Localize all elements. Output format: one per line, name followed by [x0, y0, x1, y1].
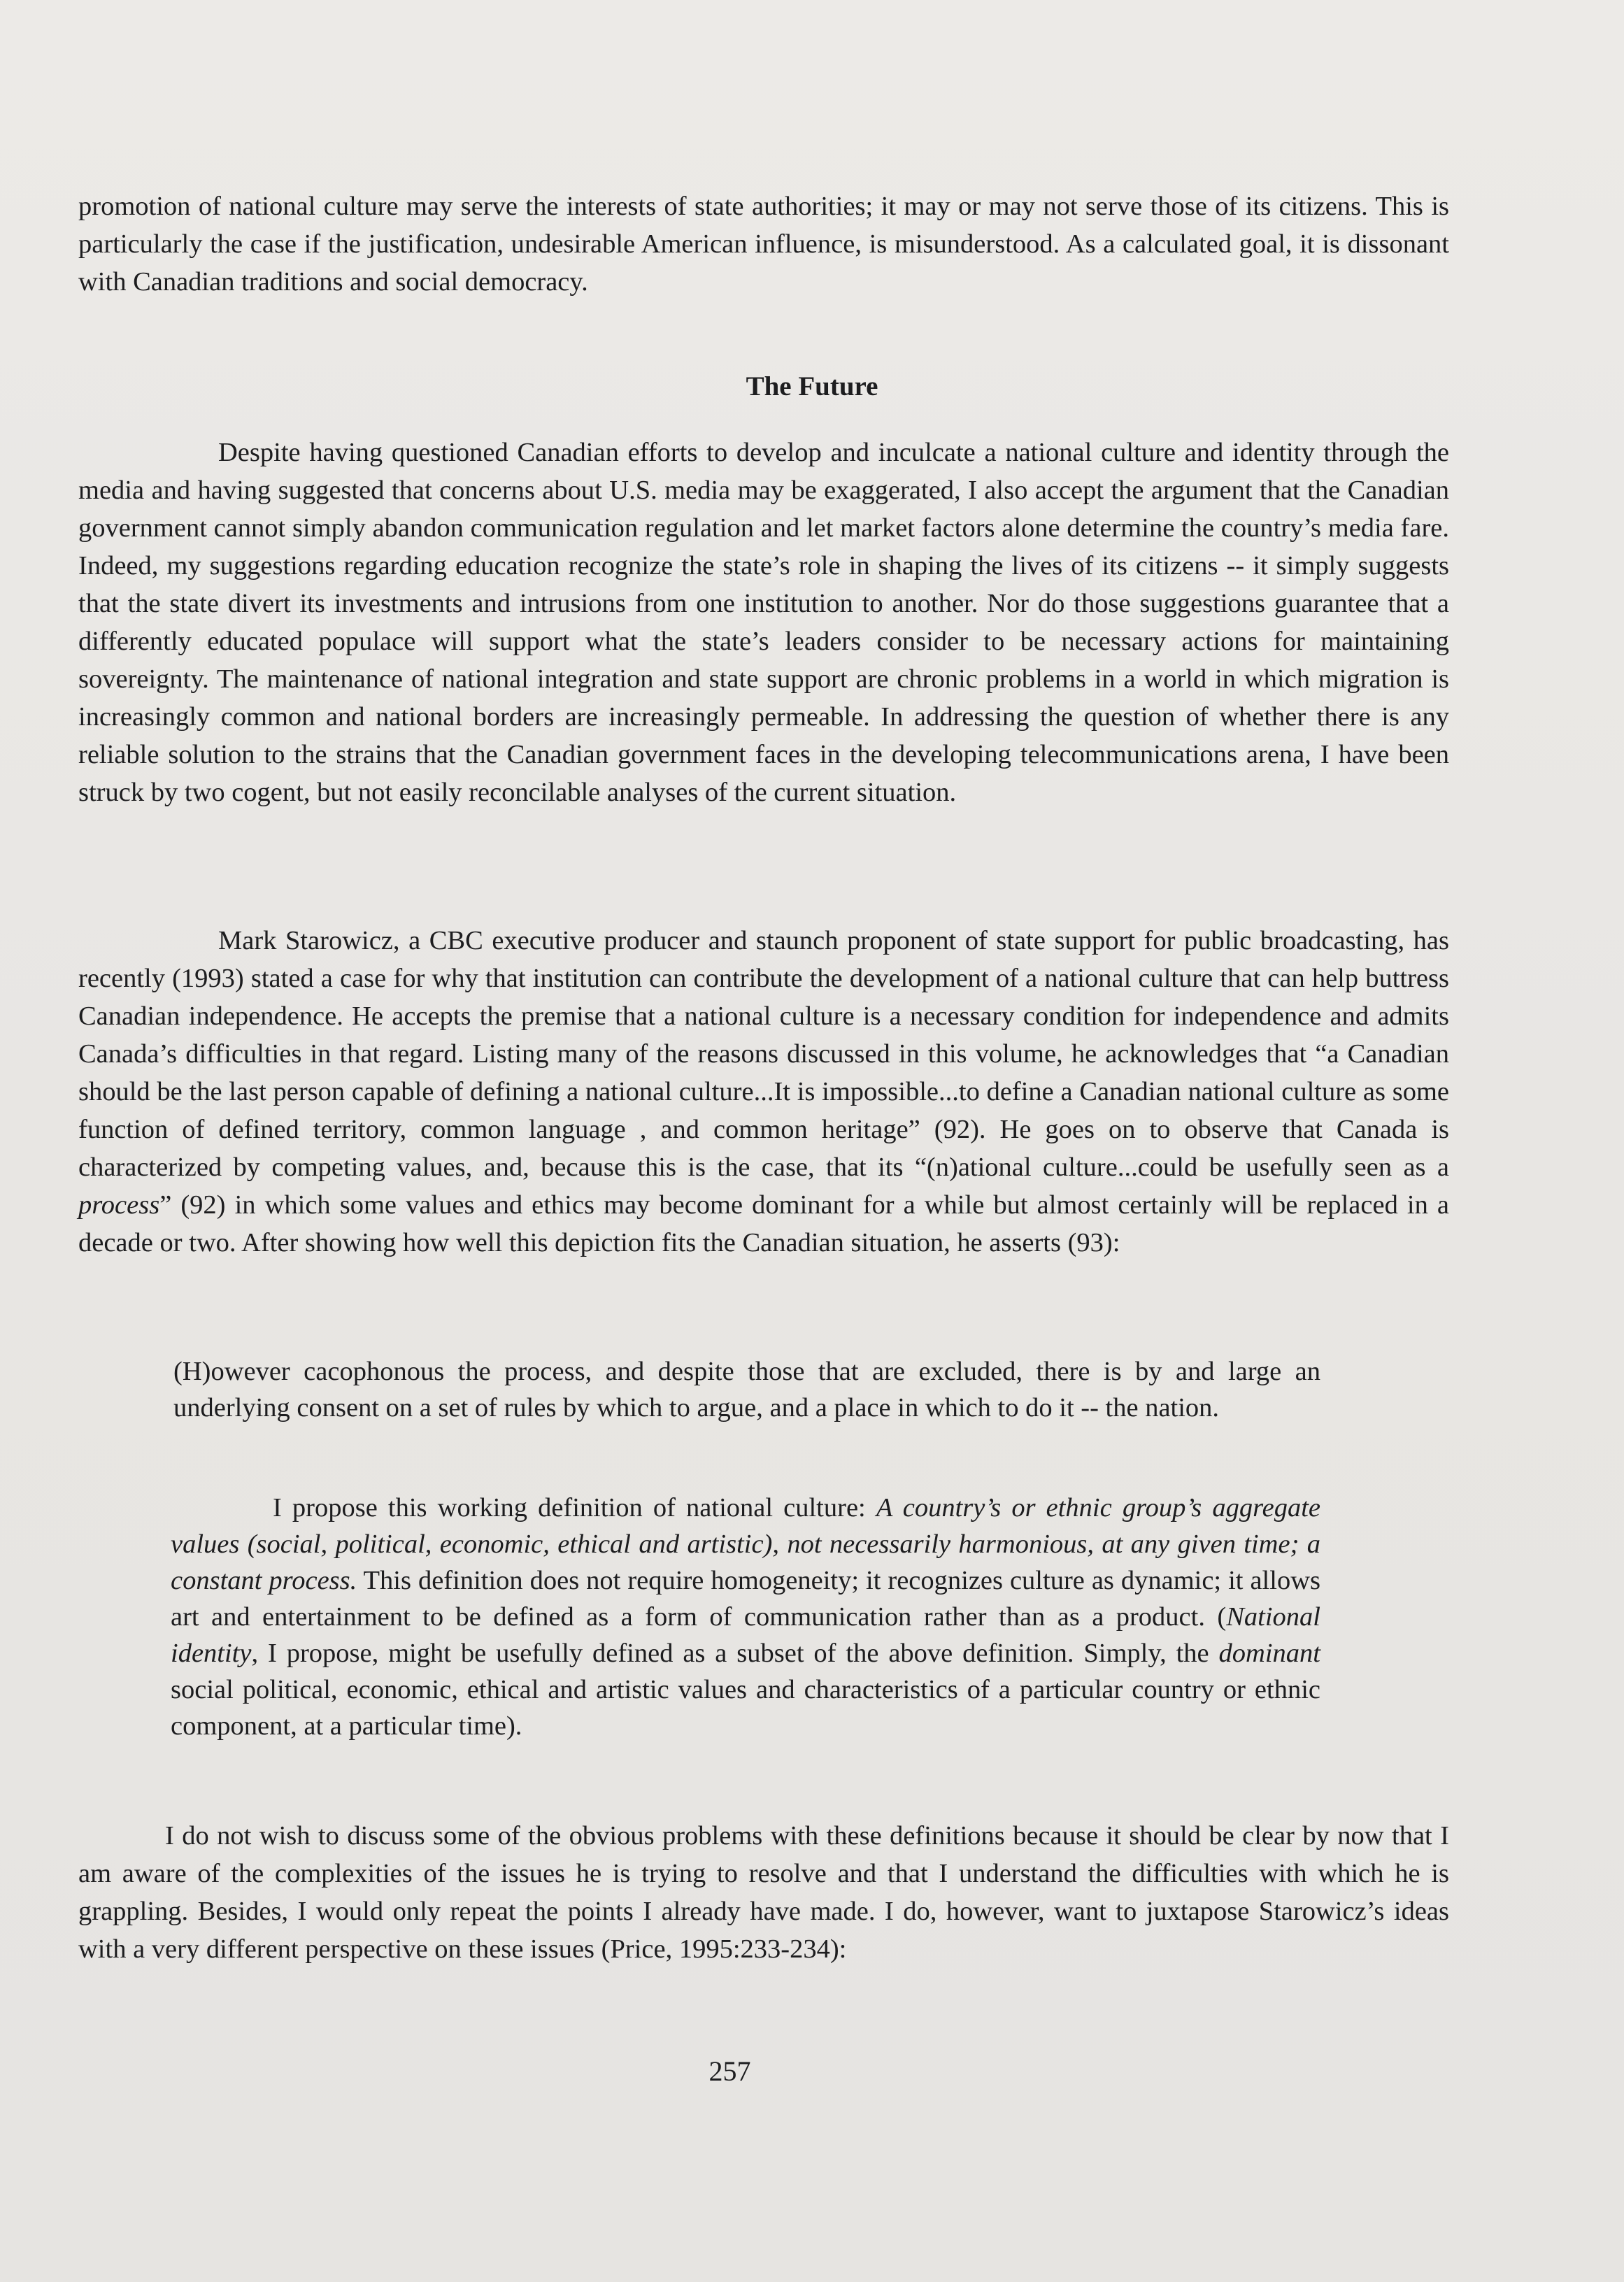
continuation-paragraph: promotion of national culture may serve the interests of state authorities; it may or may not serve those of its citizens. This is particularly the case if the justification, undesirable American influence, is misunderstood. As a calculated goal, it is dissonant with Canadian traditions and social democracy. [78, 192, 1449, 297]
emphasized-definition: A country’s or ethnic group’s aggregate values (social, political, economic, ethical and artistic), not necessarily harmonious, at any given time; a constant process. [171, 1493, 1320, 1595]
body-paragraph-despite: Despite having questioned Canadian efforts to develop and inculcate a national culture and identity through the media and having suggested that concerns about U.S. media may be exaggerated, I also accept the argument that the Canadian government cannot simply abandon communication regulation and let market factors alone determine the country’s media fare. Indeed, my suggestions regarding education recognize the state’s role in shaping the lives of its citizens -- it simply suggests that the state divert its investments and intrusions from one institution to another. Nor do those suggestions guarantee that a differently educated populace will support what the state’s leaders consider to be necessary actions for maintaining sovereignty. The maintenance of national integration and state support are chronic problems in a world in which migration is increasingly common and national borders are increasingly permeable. In addressing the question of whether there is any reliable solution to the strains that the Canadian government faces in the developing telecommunications arena, I have been struck by two cogent, but not easily reconcilable analyses of the current situation. [78, 438, 1449, 807]
block-quote-definition [171, 1490, 1320, 1744]
quote-text-segment: , I propose, might be usefully defined as a subset of the above definition. Simply, the [251, 1639, 1219, 1668]
quote-text-segment: I propose this working definition of national culture: [273, 1493, 876, 1522]
paragraph-text-segment: Mark Starowicz, a CBC executive producer and staunch proponent of state support for public broadcasting, has recently (1993) stated a case for why that institution can contribute the development of a national culture that can help buttress Canadian independence. He accepts the premise that a national culture is a necessary condition for independence and admits Canada’s difficulties in that regard. Listing many of the reasons discussed in this volume, he acknowledges that “a Canadian should be the last person capable of defining a national culture...It is impossible...to define a Canadian national culture as some function of defined territory, common language , and common heritage” (92). He goes on to observe that Canada is characterized by competing values, and, because this is the case, that its “(n)ational culture...could be usefully seen as a [78, 926, 1449, 1182]
paragraph-text-segment: ” (92) in which some values and ethics may become dominant for a while but almost certainly will be replaced in a decade or two. After showing how well this depiction fits the Canadian situation, he asserts (93): [78, 1190, 1449, 1257]
emphasized-text: process [78, 1190, 160, 1220]
emphasized-text: dominant [1218, 1639, 1320, 1668]
body-paragraph-juxtapose: I do not wish to discuss some of the obvious problems with these definitions because it should be clear by now that I am aware of the complexities of the issues he is trying to resolve and that I understand the difficulties with which he is grappling. Besides, I would only repeat the points I already have made. I do, however, want to juxtapose Starowicz’s ideas with a very different perspective on these issues (Price, 1995:233-234): [78, 1821, 1449, 1964]
quote-text-segment: This definition does not require homogeneity; it recognizes culture as dynamic; it allows art and entertainment to be defined as a form of communication rather than as a product. ( [171, 1566, 1320, 1632]
section-heading: The Future [746, 371, 878, 401]
quote-text-segment: social political, economic, ethical and artistic values and characteristics of a particular country or ethnic component, at a particular time). [171, 1675, 1320, 1741]
emphasized-text: National identity [171, 1602, 1320, 1668]
block-quote-consent: (H)owever cacophonous the process, and despite those that are excluded, there is by and large an underlying consent on a set of rules by which to argue, and a place in which to do it -- the nation. [173, 1357, 1320, 1422]
body-paragraph-starowicz [78, 922, 1449, 1262]
page-number: 257 [708, 2055, 751, 2087]
